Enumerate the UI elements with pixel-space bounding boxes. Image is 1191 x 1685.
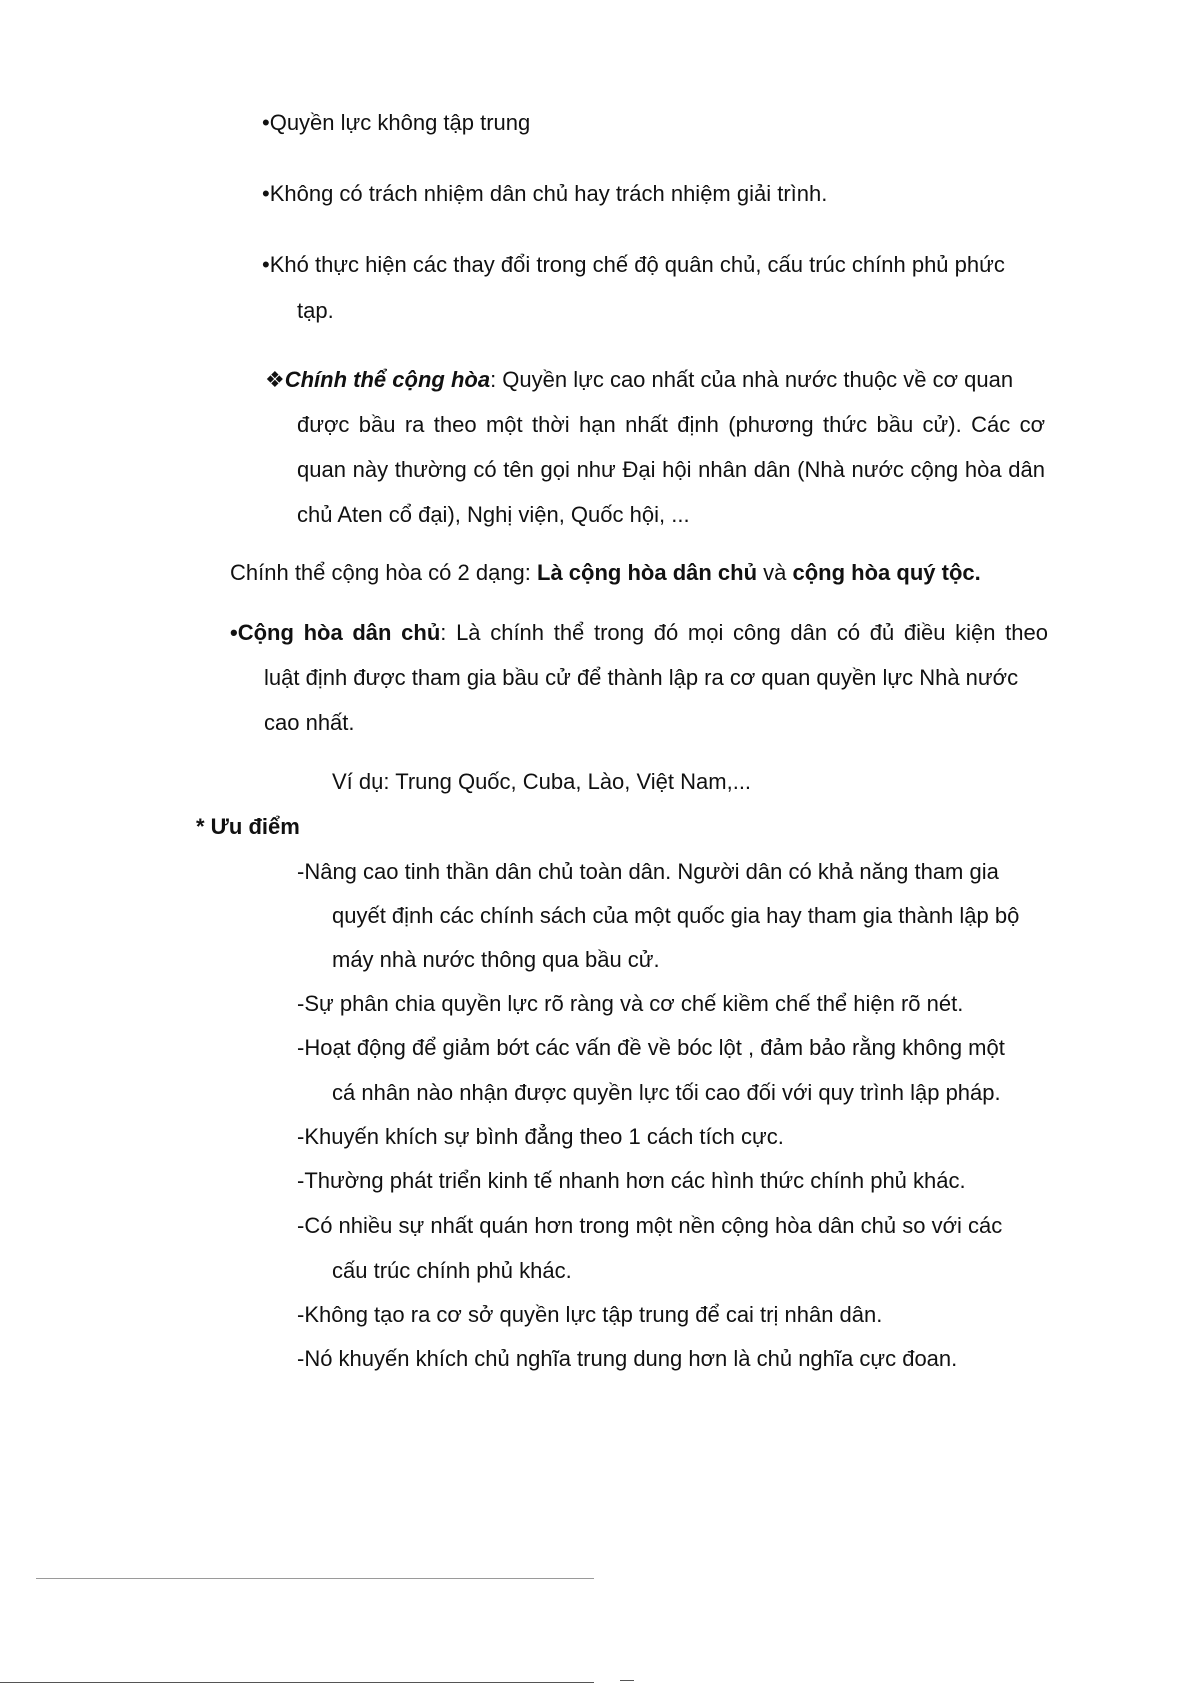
republic-term: Chính thể cộng hòa xyxy=(284,367,491,392)
bullet-power-not-centralized: •Quyền lực không tập trung xyxy=(262,110,531,135)
advantage-line-2: quyết định các chính sách của một quốc gia hay tham gia thành lập bộ xyxy=(332,903,1020,928)
advantage-line-11: -Không tạo ra cơ sở quyền lực tập trung để cai trị nhân dân. xyxy=(297,1302,883,1327)
page-bottom-rule xyxy=(0,1682,594,1683)
advantage-line-9: -Có nhiều sự nhất quán hơn trong một nền cộng hòa dân chủ so với các xyxy=(297,1213,1003,1238)
republic-definition-line-1 xyxy=(265,369,1013,391)
page-bottom-mark xyxy=(620,1680,634,1681)
bullet-hard-to-change: •Khó thực hiện các thay đổi trong chế độ quân chủ, cấu trúc chính phủ phức xyxy=(262,252,1005,277)
advantages-heading: * Ưu điểm xyxy=(196,814,300,839)
footnote-separator xyxy=(36,1578,594,1579)
diamond-bullet-icon: ❖ xyxy=(265,367,285,392)
democratic-definition-line-3: cao nhất. xyxy=(264,710,355,735)
advantage-line-6: cá nhân nào nhận được quyền lực tối cao đối với quy trình lập pháp. xyxy=(332,1080,1001,1105)
forms-and: và xyxy=(757,560,793,585)
republic-definition-line-4: chủ Aten cổ đại), Nghị viện, Quốc hội, ... xyxy=(297,502,690,527)
forms-prefix: Chính thể cộng hòa có 2 dạng: xyxy=(230,560,538,585)
republic-forms xyxy=(230,562,981,584)
bullet-hard-to-change-cont: tạp. xyxy=(297,298,334,323)
advantage-line-10: cấu trúc chính phủ khác. xyxy=(332,1258,572,1283)
republic-definition-line-3: quan này thường có tên gọi như Đại hội nhân dân (Nhà nước cộng hòa dân xyxy=(297,457,1045,482)
democratic-definition-line-1 xyxy=(230,622,1048,644)
advantage-line-7: -Khuyến khích sự bình đẳng theo 1 cách tích cực. xyxy=(297,1124,784,1149)
form-democratic: Là cộng hòa dân chủ xyxy=(537,560,758,585)
form-aristocratic: cộng hòa quý tộc. xyxy=(792,560,981,585)
advantage-line-4: -Sự phân chia quyền lực rõ ràng và cơ chế kiềm chế thể hiện rõ nét. xyxy=(297,991,964,1016)
advantage-line-1: -Nâng cao tinh thần dân chủ toàn dân. Người dân có khả năng tham gia xyxy=(297,859,999,884)
republic-definition-line-2: được bầu ra theo một thời hạn nhất định (phương thức bầu cử). Các cơ xyxy=(297,412,1045,437)
democratic-definition-text: : Là chính thể trong đó mọi công dân có đủ điều kiện theo xyxy=(440,620,1048,645)
democratic-definition-line-2: luật định được tham gia bầu cử để thành lập ra cơ quan quyền lực Nhà nước xyxy=(264,665,1019,690)
advantage-line-3: máy nhà nước thông qua bầu cử. xyxy=(332,947,660,972)
democratic-example: Ví dụ: Trung Quốc, Cuba, Lào, Việt Nam,... xyxy=(332,769,752,794)
bullet-no-accountability: •Không có trách nhiệm dân chủ hay trách nhiệm giải trình. xyxy=(262,181,828,206)
democratic-term: •Cộng hòa dân chủ xyxy=(230,620,441,645)
republic-definition-text: : Quyền lực cao nhất của nhà nước thuộc về cơ quan xyxy=(490,367,1014,392)
advantage-line-8: -Thường phát triển kinh tế nhanh hơn các hình thức chính phủ khác. xyxy=(297,1168,966,1193)
advantage-line-12: -Nó khuyến khích chủ nghĩa trung dung hơn là chủ nghĩa cực đoan. xyxy=(297,1346,958,1371)
advantage-line-5: -Hoạt động để giảm bớt các vấn đề về bóc lột , đảm bảo rằng không một xyxy=(297,1035,1005,1060)
